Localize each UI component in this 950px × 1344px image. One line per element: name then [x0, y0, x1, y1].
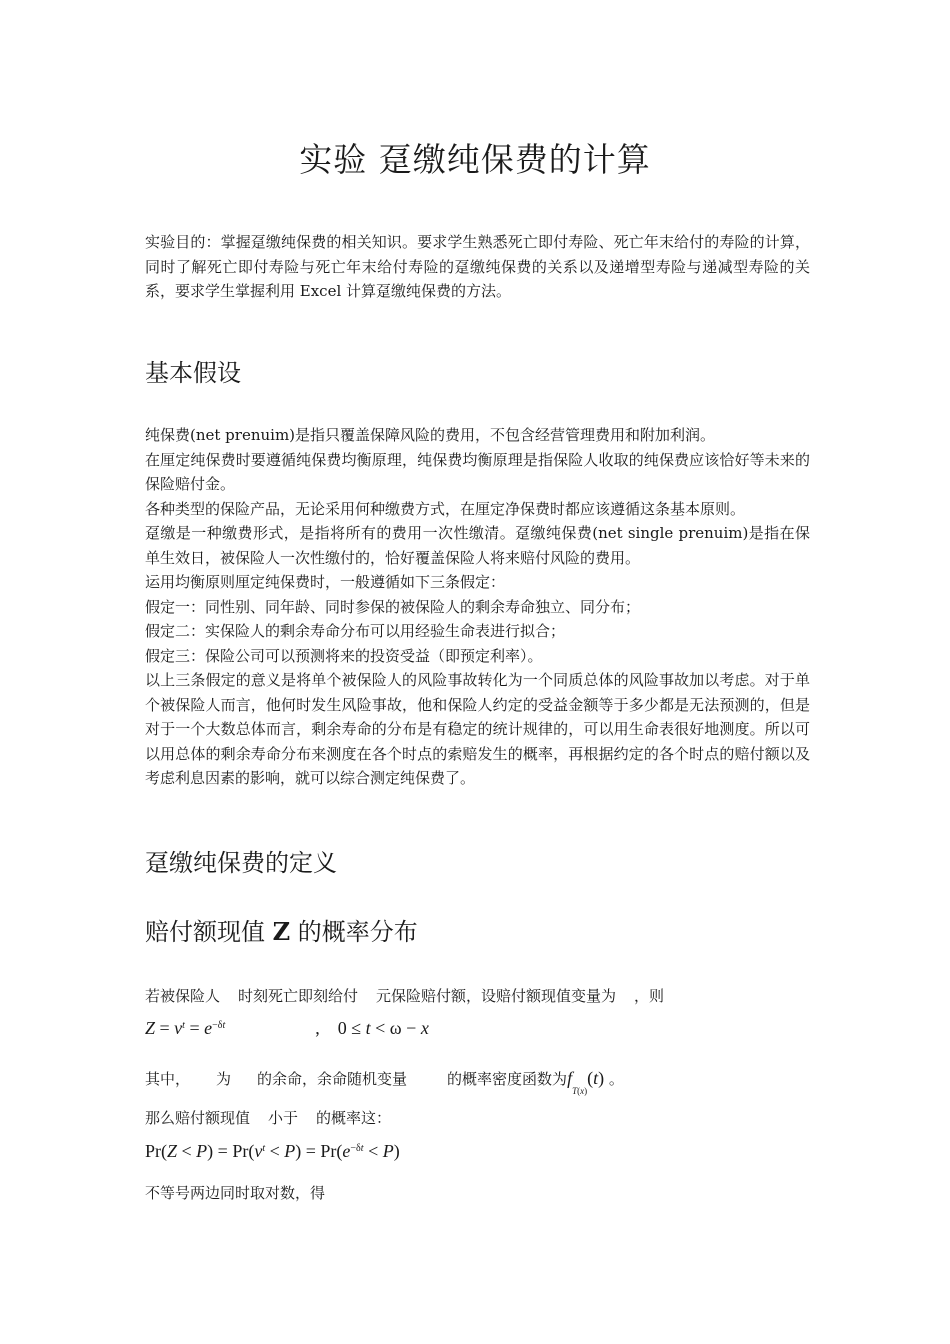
formula-z-definition: $Z = v^t = e^{-\delta t}$ , 0 ≤ t < ω − x [145, 1018, 429, 1038]
heading-variable-z: Z [272, 917, 291, 946]
text-line-logarithm: 不等号两边同时取对数，得 [145, 1184, 326, 1202]
text-fragment: 时刻死亡即刻给付 [238, 987, 359, 1005]
text-fragment: 为 [216, 1070, 232, 1088]
paragraph-three-assumptions: 运用均衡原则厘定纯保费时，一般遵循如下三条假定： [145, 573, 506, 591]
text-fragment: ，则 [634, 987, 665, 1005]
text-line-probability [145, 1107, 391, 1128]
paragraph-all-products: 各种类型的保险产品，无论采用何种缴费方式，在厘定净保费时都应该遵循这条基本原则。 [145, 499, 746, 518]
text-fragment: 小于 [268, 1109, 299, 1127]
paragraph-meaning: 以上三条假定的意义是将单个被保险人的风险事故转化为一个同质总体的风险事故加以考虑。对于单个被保险人而言，他何时发生风险事故，他和保险人约定的受益金额等于多少都是无法预测的，但是对于一个大数总体而言，剩余寿命的分布是有稳定的统计规律的，可以用生命表很好地测度。所以可以用总体的剩余寿命分布来测度在各个时点的索赔发生的概率，再根据约定的各个时点的赔付额以及考虑利息因素的影响，就可以综合测定纯保费了。 [145, 671, 810, 787]
text-fragment: 那么赔付额现值 [145, 1109, 251, 1127]
paragraph-single-premium: 趸缴是一种缴费形式，是指将所有的费用一次性缴清。趸缴纯保费(net single prenuim)是指在保单生效日，被保险人一次性缴付的，恰好覆盖保险人将来赔付风险的费用。 [145, 524, 810, 567]
purpose-paragraph: 实验目的：掌握趸缴纯保费的相关知识。要求学生熟悉死亡即付寿险、死亡年末给付的寿险的计算，同时了解死亡即付寿险与死亡年末给付寿险的趸缴纯保费的关系以及递增型寿险与递减型寿险的关系，要求学生掌握利用 Excel 计算趸缴纯保费的方法。 [145, 233, 810, 300]
text-fragment: 元保险赔付额，设赔付额现值变量为 [376, 987, 617, 1005]
text-line-payment [145, 985, 664, 1006]
section-heading-definition: 趸缴纯保费的定义 [145, 849, 337, 877]
paragraph-net-premium: 纯保费(net prenuim)是指只覆盖保障风险的费用，不包含经营管理费用和附加利润。 [145, 426, 716, 444]
paragraph-equivalence-principle: 在厘定纯保费时要遵循纯保费均衡原理，纯保费均衡原理是指保险人收取的纯保费应该恰好等未来的保险赔付金。 [145, 450, 810, 493]
text-fragment: 若被保险人 [145, 987, 221, 1005]
assumptions-body [145, 423, 810, 791]
text-fragment: 。 [608, 1070, 624, 1088]
formula-probability: $Pr(Z < P) = Pr(v^t < P) = Pr(e^{-\delta t} < P)$ [145, 1141, 400, 1161]
text-fragment: 的余命，余命随机变量 [257, 1070, 408, 1088]
section-heading-basic-assumptions: 基本假设 [145, 359, 241, 387]
paragraph-assumption-three: 假定三：保险公司可以预测将来的投资受益（即预定利率）。 [145, 646, 543, 665]
heading-text-a: 赔付额现值 [145, 918, 273, 946]
paragraph-assumption-two: 假定二：实保险人的剩余寿命分布可以用经验生命表进行拟合； [145, 622, 566, 640]
density-symbol: $f_{T(x)}(t)$ [567, 1068, 605, 1096]
section-heading-distribution [145, 912, 418, 947]
text-fragment: 的概率密度函数为 [447, 1070, 568, 1088]
page-title: 实验 趸缴纯保费的计算 [299, 140, 651, 179]
paragraph-assumption-one: 假定一：同性别、同年龄、同时参保的被保险人的剩余寿命独立、同分布； [145, 597, 641, 616]
text-fragment: 其中， [145, 1070, 191, 1088]
text-line-density [145, 1068, 624, 1096]
heading-text-b: 的概率分布 [290, 918, 418, 946]
text-fragment: 的概率这： [316, 1109, 392, 1127]
